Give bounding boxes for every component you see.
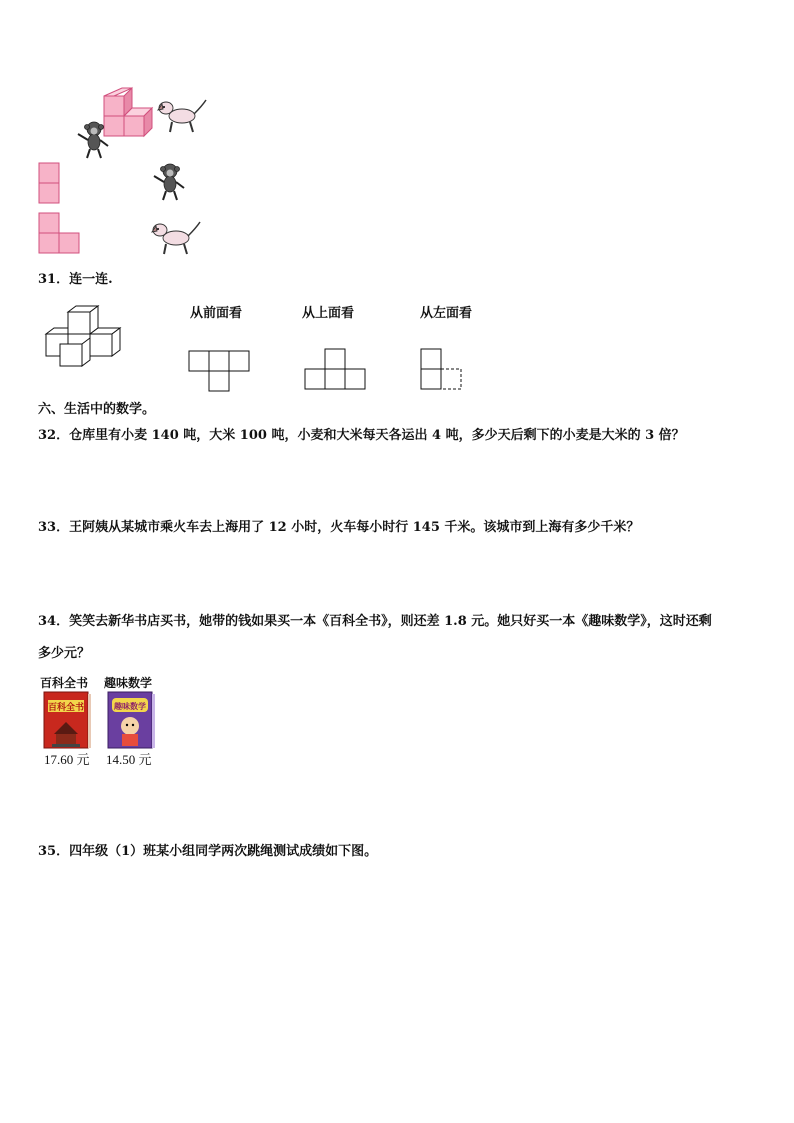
view-drawing-inverted-t (304, 348, 368, 392)
monkey-icon (76, 120, 112, 160)
view-option-l-shape (38, 212, 84, 256)
q34-line2: 多少元？ (38, 646, 91, 661)
dog-icon (150, 218, 202, 258)
view-option-two-squares (38, 162, 62, 206)
book-cover-encyclopedia (42, 692, 92, 750)
view-label-top: 从上面看 (302, 306, 355, 321)
book-title: 趣味数学 (104, 676, 153, 690)
book-cover-fun-math (106, 692, 156, 750)
dog-icon (156, 96, 208, 136)
view-drawing-t-shape (188, 350, 252, 394)
q35-text: 35．四年级（1）班某小组同学两次跳绳测试成绩如下图。 (38, 844, 378, 859)
view-drawing-left-shape (420, 348, 466, 392)
monkey-icon (152, 162, 188, 202)
q32-text: 32．仓库里有小麦 140 吨，大米 100 吨，小麦和大米每天各运出 4 吨，多少天后剩下的小麦是大米的 3 倍？ (38, 428, 685, 443)
view-label-front: 从前面看 (190, 306, 243, 321)
book-price: 17.60 元 (44, 752, 90, 767)
book-title: 百科全书 (40, 676, 89, 690)
book-cover-title: 百科全书 (47, 703, 85, 713)
q33-text: 33．王阿姨从某城市乘火车去上海用了 12 小时，火车每小时行 145 千米。该城市到上海有多少千米？ (38, 520, 640, 535)
q34-line1: 34．笑笑去新华书店买书，她带的钱如果买一本《百科全书》，则还差 1.8 元。她只好买一本《趣味数学》，这时还剩 (38, 614, 712, 629)
view-label-left: 从左面看 (420, 306, 473, 321)
q31-label: 31．连一连. (38, 272, 113, 287)
q31-solid (42, 304, 132, 374)
book-cover-title: 趣味数学 (114, 702, 146, 711)
book-price: 14.50 元 (106, 752, 152, 767)
section-title: 六、生活中的数学。 (38, 402, 156, 417)
